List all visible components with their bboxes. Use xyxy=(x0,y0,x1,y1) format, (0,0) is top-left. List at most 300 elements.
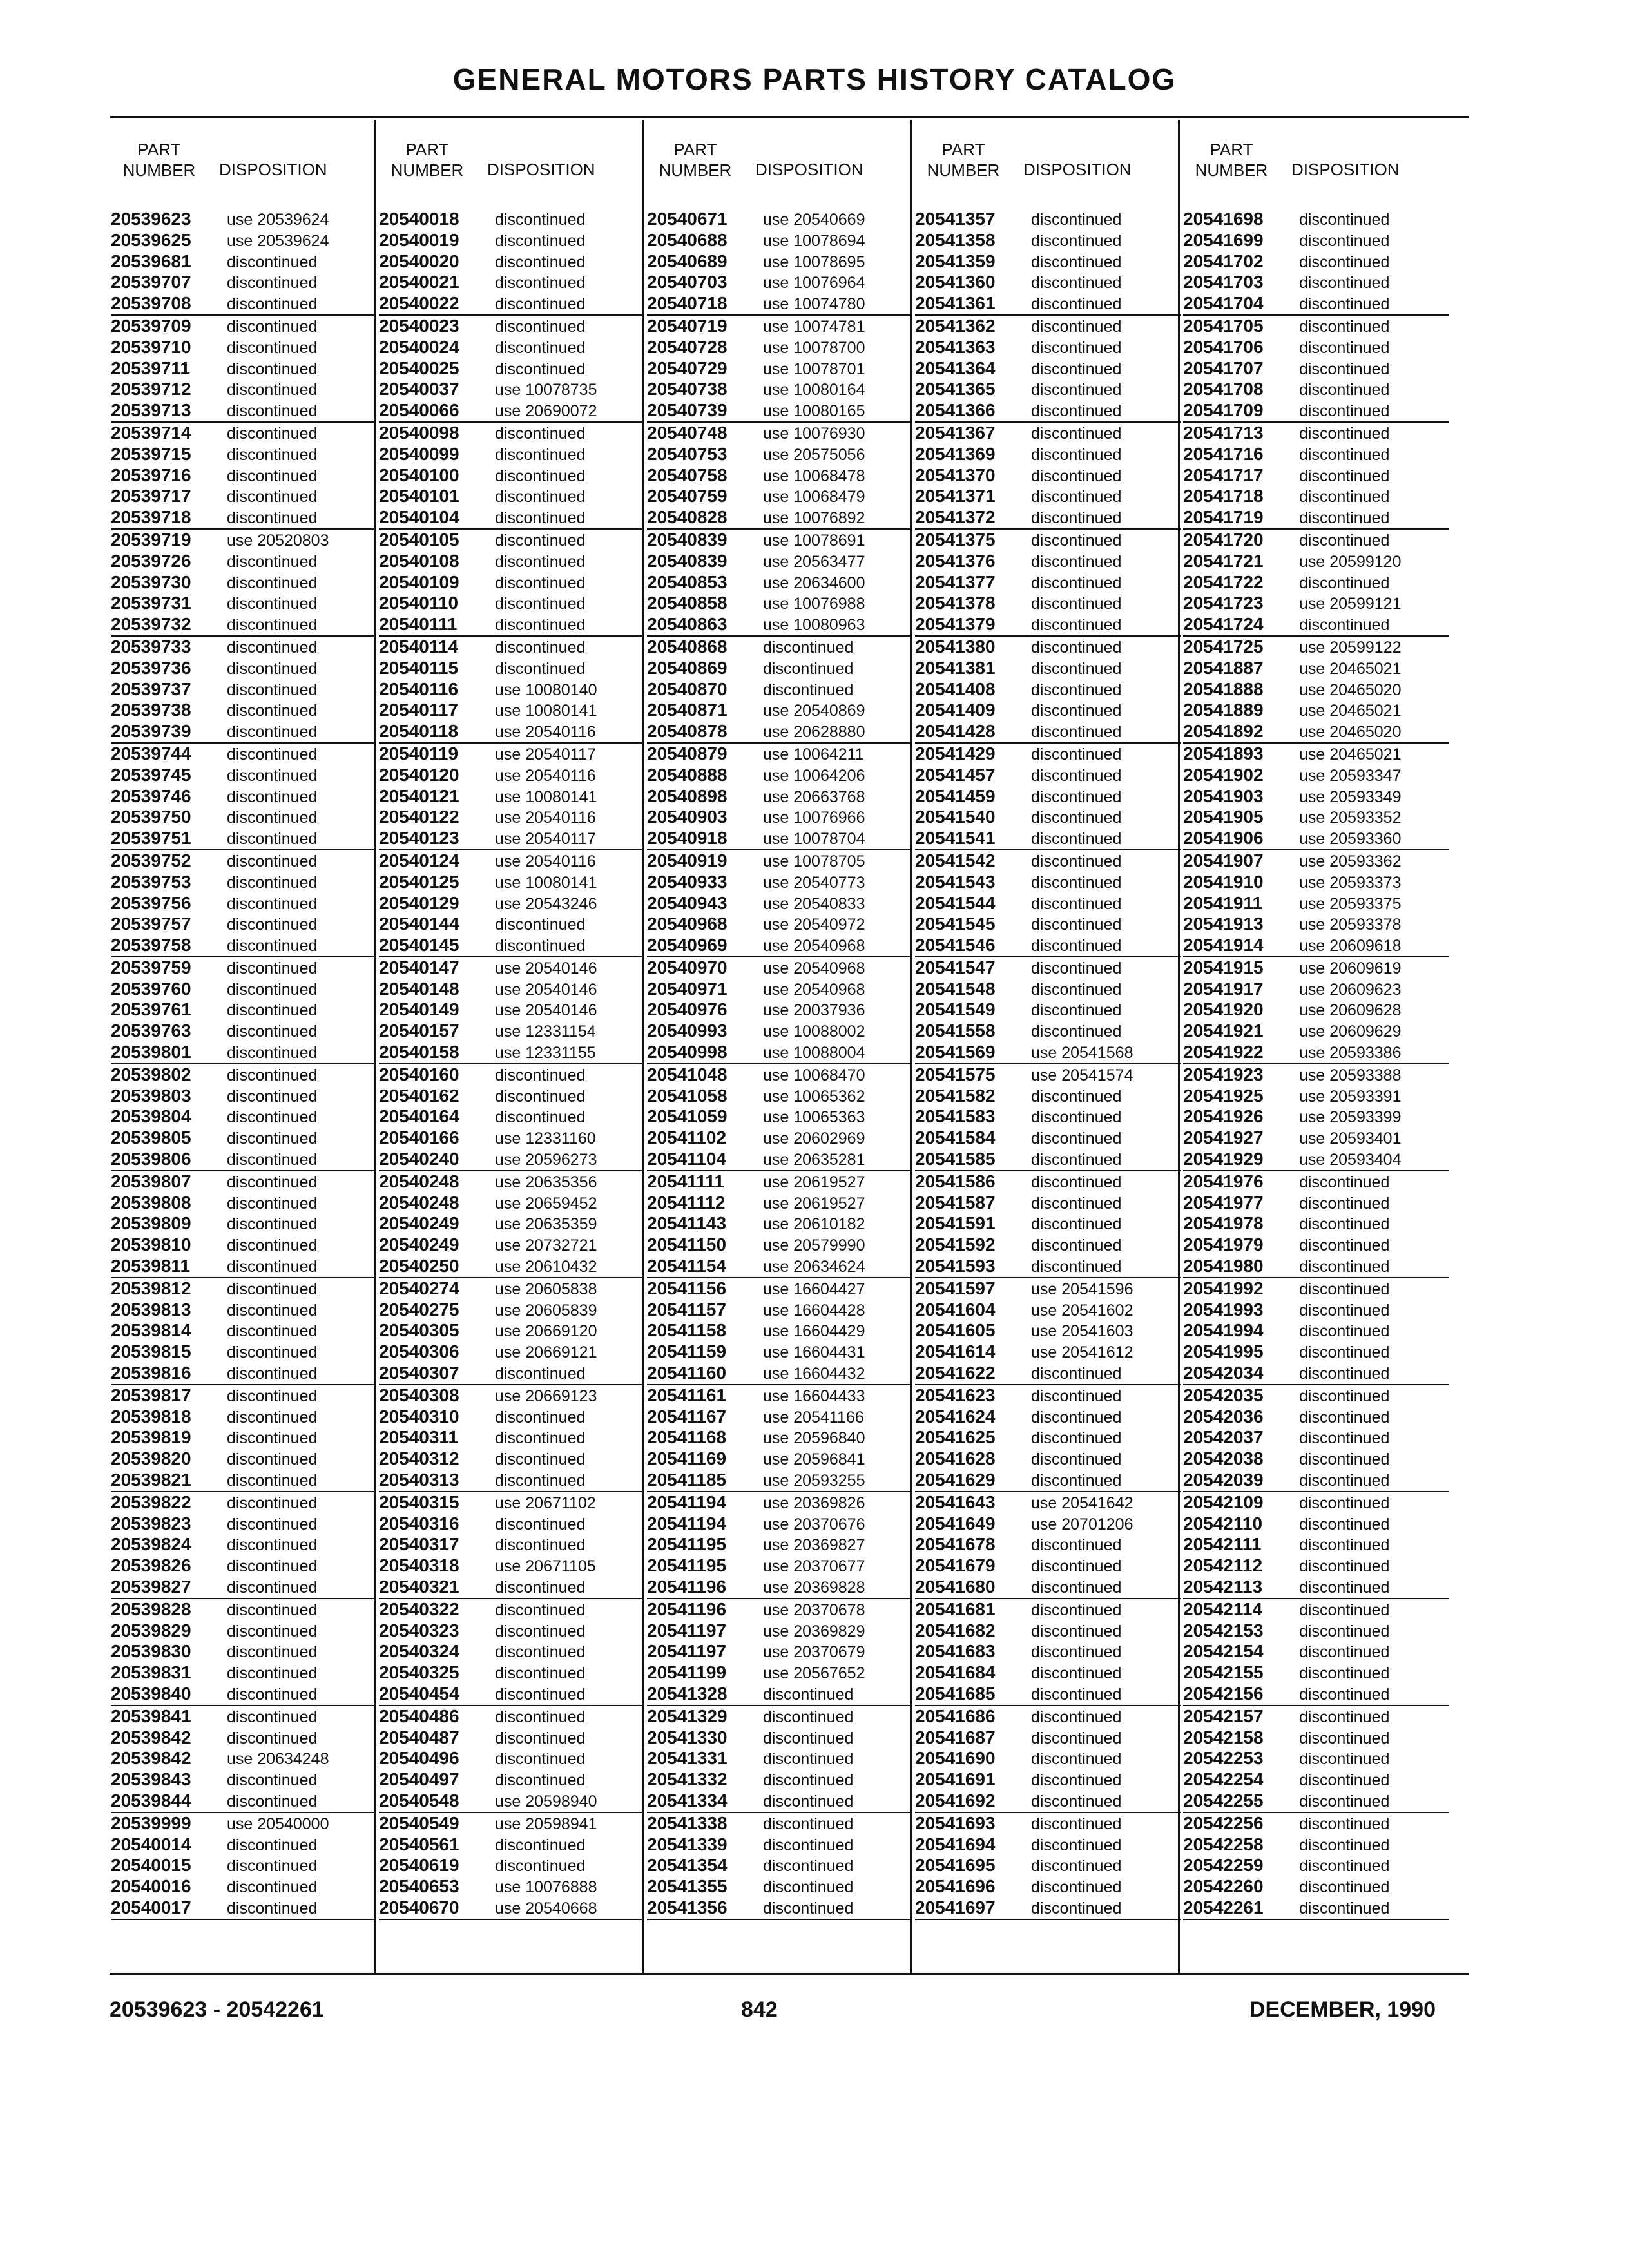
part-number: 20541887 xyxy=(1183,657,1264,678)
disposition: discontinued xyxy=(1299,1236,1390,1255)
table-row xyxy=(1183,358,1449,380)
disposition: use 20567652 xyxy=(763,1664,865,1683)
disposition: discontinued xyxy=(1031,616,1122,635)
disposition: use 20540869 xyxy=(763,702,865,720)
table-row xyxy=(111,1278,376,1300)
disposition: discontinued xyxy=(1031,659,1122,678)
table-row xyxy=(379,1813,644,1834)
part-number: 20541992 xyxy=(1183,1278,1264,1298)
table-row xyxy=(647,658,912,679)
part-number: 20539842 xyxy=(111,1727,191,1747)
disposition: discontinued xyxy=(1299,466,1390,485)
part-number: 20542260 xyxy=(1183,1876,1264,1897)
disposition: use 20605839 xyxy=(495,1301,597,1320)
disposition: use 10076888 xyxy=(495,1878,597,1897)
part-number: 20541059 xyxy=(647,1106,728,1127)
disposition: use 12331154 xyxy=(495,1023,596,1041)
table-row xyxy=(111,400,376,423)
part-number: 20542153 xyxy=(1183,1620,1264,1640)
table-row xyxy=(1183,1407,1449,1428)
disposition: discontinued xyxy=(1031,1408,1122,1427)
disposition: use 10064206 xyxy=(763,766,865,785)
table-row xyxy=(647,872,912,893)
table-row xyxy=(1183,1534,1449,1555)
disposition: discontinued xyxy=(1299,211,1390,229)
part-number: 20542155 xyxy=(1183,1662,1264,1683)
table-row xyxy=(1183,1128,1449,1149)
table-row xyxy=(111,807,376,828)
disposition: discontinued xyxy=(227,317,318,336)
footer-range: 20539623 - 20542261 xyxy=(110,1997,324,2022)
part-number: 20539714 xyxy=(111,422,191,443)
disposition: use 20579990 xyxy=(763,1236,865,1255)
disposition: discontinued xyxy=(1031,830,1122,849)
part-number: 20541160 xyxy=(647,1363,727,1383)
disposition: use 20563477 xyxy=(763,552,865,571)
table-row xyxy=(1183,1149,1449,1171)
part-number: 20540918 xyxy=(647,828,728,849)
disposition: discontinued xyxy=(227,1536,318,1555)
table-row xyxy=(1183,507,1449,530)
disposition: discontinued xyxy=(227,1707,318,1726)
disposition: discontinued xyxy=(227,274,318,293)
disposition: discontinued xyxy=(227,1151,318,1169)
part-number: 20540162 xyxy=(379,1085,459,1106)
part-number: 20542156 xyxy=(1183,1683,1264,1704)
disposition: use 10080141 xyxy=(495,873,597,892)
part-number: 20541713 xyxy=(1183,422,1264,443)
table-row xyxy=(1183,1706,1449,1727)
part-number: 20540305 xyxy=(379,1320,459,1341)
part-number: 20540969 xyxy=(647,935,728,956)
part-number: 20541720 xyxy=(1183,529,1264,550)
part-number: 20540101 xyxy=(379,486,459,506)
table-row xyxy=(915,1748,1181,1769)
disposition: discontinued xyxy=(1299,1857,1390,1876)
catalog-column xyxy=(111,120,376,1917)
part-number: 20541372 xyxy=(915,507,996,528)
part-header-label: PART xyxy=(1210,140,1253,159)
part-number: 20540729 xyxy=(647,358,728,378)
table-row xyxy=(915,1341,1181,1363)
table-row xyxy=(379,850,644,872)
disposition: use 20596841 xyxy=(763,1450,865,1469)
part-number: 20540324 xyxy=(379,1641,459,1662)
number-header-label: NUMBER xyxy=(659,160,732,180)
part-number: 20541915 xyxy=(1183,957,1264,977)
part-number: 20540971 xyxy=(647,978,728,999)
part-number: 20542112 xyxy=(1183,1555,1263,1576)
table-row xyxy=(111,316,376,337)
disposition: discontinued xyxy=(1031,402,1122,421)
disposition: discontinued xyxy=(495,1857,586,1876)
table-row xyxy=(1183,850,1449,872)
disposition: discontinued xyxy=(1031,937,1122,956)
disposition: use 20540000 xyxy=(227,1814,329,1833)
disposition: discontinued xyxy=(1299,1472,1390,1490)
table-row xyxy=(379,423,644,444)
disposition: discontinued xyxy=(1031,1450,1122,1469)
table-row xyxy=(647,1534,912,1555)
part-number: 20540015 xyxy=(111,1855,191,1876)
part-number: 20542035 xyxy=(1183,1385,1264,1405)
table-row xyxy=(647,1128,912,1149)
part-number: 20540110 xyxy=(379,593,459,613)
table-row xyxy=(647,1706,912,1727)
disposition: use 16604427 xyxy=(763,1280,865,1298)
table-row xyxy=(379,957,644,979)
part-number: 20541679 xyxy=(915,1555,996,1576)
table-row xyxy=(915,1042,1181,1064)
table-row xyxy=(647,1021,912,1042)
part-number: 20541143 xyxy=(647,1213,727,1234)
disposition: discontinued xyxy=(1031,338,1122,357)
table-row xyxy=(111,1662,376,1684)
disposition: use 10074781 xyxy=(763,317,865,336)
disposition: discontinued xyxy=(1031,1899,1122,1917)
disposition: discontinued xyxy=(1299,1771,1390,1790)
part-number: 20540970 xyxy=(647,957,728,977)
part-number: 20539739 xyxy=(111,721,191,742)
table-row xyxy=(111,1492,376,1514)
disposition: use 10078705 xyxy=(763,852,865,870)
table-row xyxy=(379,637,644,658)
disposition: discontinued xyxy=(227,1322,318,1341)
part-number: 20540024 xyxy=(379,336,459,357)
table-row xyxy=(111,507,376,530)
part-number: 20542258 xyxy=(1183,1834,1264,1854)
disposition: discontinued xyxy=(495,1087,586,1106)
disposition: use 10076988 xyxy=(763,595,865,613)
disposition: discontinued xyxy=(1299,616,1390,635)
part-number: 20540025 xyxy=(379,358,459,378)
disposition: discontinued xyxy=(1031,1173,1122,1191)
part-number: 20541429 xyxy=(915,743,996,764)
part-number: 20541629 xyxy=(915,1470,996,1490)
table-row xyxy=(1183,1662,1449,1684)
table-row xyxy=(111,1193,376,1214)
disposition: discontinued xyxy=(1031,573,1122,592)
disposition: discontinued xyxy=(1031,1664,1122,1683)
part-header-label: PART xyxy=(137,140,181,159)
disposition: use 20369826 xyxy=(763,1494,865,1512)
part-number: 20541994 xyxy=(1183,1320,1264,1341)
part-number: 20540117 xyxy=(379,700,459,720)
part-number: 20540317 xyxy=(379,1534,459,1555)
disposition: use 10078701 xyxy=(763,360,865,378)
part-number: 20541696 xyxy=(915,1876,996,1897)
part-number: 20541194 xyxy=(647,1513,727,1533)
table-row xyxy=(1183,551,1449,572)
part-number: 20540454 xyxy=(379,1683,459,1704)
disposition: discontinued xyxy=(1031,894,1122,913)
part-number: 20542110 xyxy=(1183,1513,1263,1533)
disposition: discontinued xyxy=(495,1429,586,1448)
disposition: use 20605838 xyxy=(495,1280,597,1298)
disposition: use 20628880 xyxy=(763,723,865,742)
column-header xyxy=(111,120,376,184)
part-number: 20542113 xyxy=(1183,1577,1263,1597)
disposition: discontinued xyxy=(1299,1215,1390,1234)
table-row xyxy=(1183,379,1449,400)
table-row xyxy=(111,979,376,1000)
part-number: 20540968 xyxy=(647,914,728,934)
part-number: 20540115 xyxy=(379,657,459,678)
table-row xyxy=(111,1021,376,1042)
table-row xyxy=(915,1514,1181,1535)
table-row xyxy=(915,465,1181,486)
table-row xyxy=(647,1620,912,1642)
disposition: discontinued xyxy=(227,381,318,399)
table-row xyxy=(1183,1235,1449,1256)
part-number: 20540325 xyxy=(379,1662,459,1683)
disposition: discontinued xyxy=(1031,980,1122,999)
disposition: discontinued xyxy=(227,1622,318,1640)
part-number: 20541543 xyxy=(915,871,996,892)
table-row xyxy=(1183,530,1449,551)
table-row xyxy=(111,293,376,316)
disposition: discontinued xyxy=(495,937,586,956)
part-number: 20541169 xyxy=(647,1448,727,1469)
part-number: 20541354 xyxy=(647,1855,728,1876)
part-number: 20540248 xyxy=(379,1171,459,1191)
column-header xyxy=(1183,120,1449,184)
disposition: discontinued xyxy=(1031,766,1122,785)
part-number: 20540898 xyxy=(647,785,728,806)
disposition-header-label: DISPOSITION xyxy=(219,160,327,179)
part-number: 20539810 xyxy=(111,1235,191,1255)
table-row xyxy=(915,1534,1181,1555)
part-number: 20540619 xyxy=(379,1855,459,1876)
part-number: 20539760 xyxy=(111,978,191,999)
table-row xyxy=(915,828,1181,850)
table-row xyxy=(915,914,1181,935)
table-row xyxy=(379,1448,644,1470)
disposition: use 20593360 xyxy=(1299,830,1402,849)
disposition: discontinued xyxy=(1299,531,1390,550)
part-number: 20541718 xyxy=(1183,486,1264,506)
part-number: 20539808 xyxy=(111,1192,191,1213)
part-number: 20541546 xyxy=(915,935,996,956)
table-row xyxy=(647,400,912,423)
table-row xyxy=(111,593,376,614)
table-row xyxy=(111,1855,376,1876)
table-row xyxy=(647,316,912,337)
disposition: discontinued xyxy=(227,659,318,678)
table-row xyxy=(647,423,912,444)
disposition: discontinued xyxy=(227,424,318,443)
disposition: discontinued xyxy=(227,1066,318,1084)
disposition: discontinued xyxy=(1299,1792,1390,1811)
part-number: 20539717 xyxy=(111,486,191,506)
part-number: 20540158 xyxy=(379,1042,459,1062)
disposition: discontinued xyxy=(495,253,586,271)
disposition: discontinued xyxy=(1031,1236,1122,1255)
part-number: 20540160 xyxy=(379,1064,459,1084)
table-row xyxy=(1183,1042,1449,1064)
table-row xyxy=(915,1106,1181,1128)
disposition: use 16604428 xyxy=(763,1301,865,1320)
part-number-header xyxy=(379,139,476,180)
disposition: discontinued xyxy=(227,402,318,421)
part-number: 20541597 xyxy=(915,1278,996,1298)
part-number: 20541380 xyxy=(915,636,996,657)
part-number: 20541364 xyxy=(915,358,996,378)
part-number: 20540993 xyxy=(647,1021,728,1041)
disposition: use 20634248 xyxy=(227,1750,329,1769)
disposition: discontinued xyxy=(1031,1622,1122,1640)
part-number: 20540310 xyxy=(379,1406,459,1427)
disposition: discontinued xyxy=(227,1792,318,1811)
part-number: 20541168 xyxy=(647,1427,727,1448)
part-number: 20539752 xyxy=(111,850,191,870)
part-number: 20541356 xyxy=(647,1897,728,1917)
table-row xyxy=(379,1769,644,1791)
table-row xyxy=(915,637,1181,658)
part-number: 20541687 xyxy=(915,1727,996,1747)
table-row xyxy=(915,507,1181,530)
table-row xyxy=(1183,423,1449,444)
disposition: use 10078695 xyxy=(763,253,865,271)
part-number: 20539756 xyxy=(111,892,191,913)
disposition: discontinued xyxy=(1031,317,1122,336)
table-row xyxy=(111,251,376,273)
table-row xyxy=(111,828,376,850)
part-number: 20540919 xyxy=(647,850,728,870)
part-number: 20539731 xyxy=(111,593,191,613)
table-row xyxy=(379,1256,644,1278)
table-row xyxy=(111,679,376,700)
table-row xyxy=(647,850,912,872)
table-row xyxy=(1183,1064,1449,1086)
table-row xyxy=(111,1514,376,1535)
disposition: discontinued xyxy=(1031,1707,1122,1726)
part-number: 20541693 xyxy=(915,1812,996,1833)
disposition: discontinued xyxy=(227,980,318,999)
disposition: discontinued xyxy=(1299,274,1390,293)
table-row xyxy=(647,1577,912,1599)
table-row xyxy=(1183,1427,1449,1448)
table-row xyxy=(915,872,1181,893)
part-number: 20540129 xyxy=(379,892,459,913)
table-row xyxy=(915,1727,1181,1749)
part-number: 20541112 xyxy=(647,1192,726,1213)
table-row xyxy=(1183,1599,1449,1620)
part-number: 20540022 xyxy=(379,293,459,314)
disposition: use 20370676 xyxy=(763,1515,865,1533)
table-row xyxy=(647,1791,912,1813)
part-number-header xyxy=(647,139,744,180)
table-row xyxy=(647,1834,912,1856)
table-row xyxy=(111,272,376,293)
disposition: discontinued xyxy=(227,1365,318,1383)
disposition: use 20596840 xyxy=(763,1429,865,1448)
disposition: use 10080164 xyxy=(763,381,865,399)
part-number: 20542157 xyxy=(1183,1706,1264,1726)
disposition: discontinued xyxy=(1299,317,1390,336)
part-header-label: PART xyxy=(405,140,449,159)
table-row xyxy=(915,1791,1181,1813)
part-number: 20540976 xyxy=(647,999,728,1020)
part-number: 20541378 xyxy=(915,593,996,613)
part-number: 20541058 xyxy=(647,1085,728,1106)
table-row xyxy=(647,1470,912,1492)
table-row xyxy=(111,209,376,230)
disposition: discontinued xyxy=(227,787,318,806)
part-number: 20540828 xyxy=(647,507,728,528)
part-number: 20541995 xyxy=(1183,1341,1264,1362)
part-number: 20539623 xyxy=(111,209,191,229)
part-number: 20541906 xyxy=(1183,828,1264,849)
table-row xyxy=(379,272,644,293)
table-row xyxy=(1183,679,1449,700)
disposition: discontinued xyxy=(1031,488,1122,506)
table-row xyxy=(647,1448,912,1470)
table-row xyxy=(915,1064,1181,1086)
part-number: 20542158 xyxy=(1183,1727,1264,1747)
table-row xyxy=(1183,1171,1449,1193)
table-row xyxy=(379,1834,644,1856)
table-row xyxy=(915,935,1181,957)
table-row xyxy=(1183,1876,1449,1898)
disposition: discontinued xyxy=(227,1023,318,1041)
table-row xyxy=(111,721,376,744)
part-number: 20541993 xyxy=(1183,1299,1264,1320)
part-number: 20539745 xyxy=(111,764,191,785)
number-header-label: NUMBER xyxy=(390,160,464,180)
table-row xyxy=(379,1106,644,1128)
catalog-column xyxy=(647,120,912,1917)
disposition: discontinued xyxy=(1299,1878,1390,1897)
disposition: use 20540116 xyxy=(495,852,596,870)
part-number: 20541977 xyxy=(1183,1192,1264,1213)
table-row xyxy=(111,1769,376,1791)
table-row xyxy=(379,828,644,850)
part-number: 20541929 xyxy=(1183,1149,1264,1169)
table-row xyxy=(915,807,1181,828)
disposition: discontinued xyxy=(227,1001,318,1020)
part-number: 20541910 xyxy=(1183,871,1264,892)
table-row xyxy=(647,979,912,1000)
table-row xyxy=(379,1898,644,1920)
part-number: 20540248 xyxy=(379,1192,459,1213)
table-row xyxy=(915,1662,1181,1684)
disposition: discontinued xyxy=(227,702,318,720)
part-number: 20540739 xyxy=(647,400,728,421)
disposition: discontinued xyxy=(227,1836,318,1854)
table-row xyxy=(111,1813,376,1834)
table-row xyxy=(1183,957,1449,979)
table-row xyxy=(379,1855,644,1876)
disposition: discontinued xyxy=(227,295,318,314)
disposition: discontinued xyxy=(227,1236,318,1255)
disposition: discontinued xyxy=(227,1087,318,1106)
table-row xyxy=(379,1149,644,1171)
part-number: 20540016 xyxy=(111,1876,191,1897)
table-row xyxy=(647,1407,912,1428)
disposition: discontinued xyxy=(1031,959,1122,977)
disposition: discontinued xyxy=(1299,1194,1390,1213)
disposition: use 20541612 xyxy=(1031,1343,1133,1362)
disposition: discontinued xyxy=(495,1408,586,1427)
disposition: discontinued xyxy=(1299,402,1390,421)
disposition: discontinued xyxy=(1299,1664,1390,1683)
disposition: discontinued xyxy=(1031,852,1122,870)
disposition: discontinued xyxy=(227,1387,318,1405)
table-row xyxy=(111,1748,376,1769)
table-row xyxy=(379,893,644,914)
part-number: 20540307 xyxy=(379,1363,459,1383)
